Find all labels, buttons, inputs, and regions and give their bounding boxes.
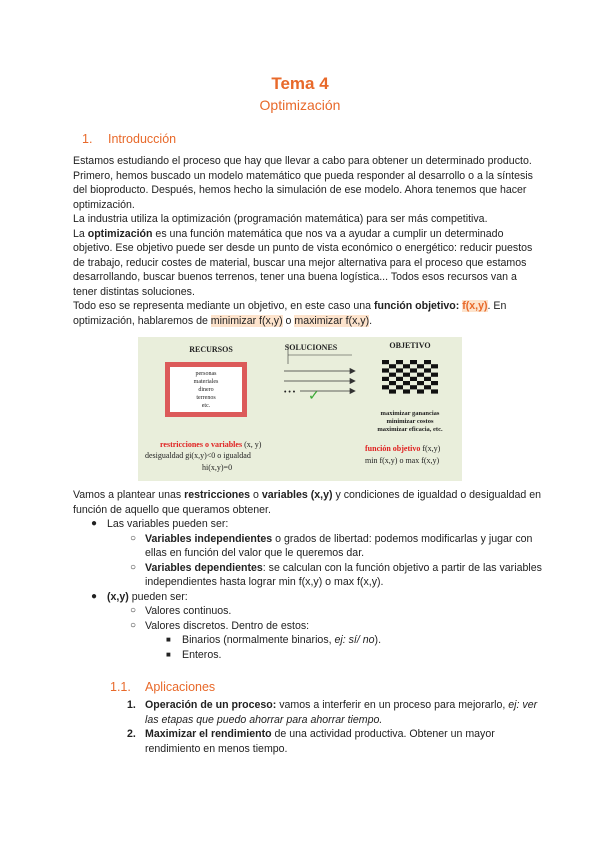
- chessboard-square: [410, 385, 417, 389]
- chessboard-square: [431, 389, 438, 393]
- text-run: La: [73, 227, 88, 240]
- funcion-f: f(x,y): [420, 444, 441, 453]
- chessboard-square: [382, 385, 389, 389]
- text-run: es una función matemática que nos va a ayudar a cumplir un determinado objetivo. Ese objetivo puede ser desde un punto de vista económico o energético: reducir puestos de trabajo, reducir costes de material, buscar una mejor alternativa para el proceso que estamos desarrollando, buscar buenos terrenos, tener una buena logística... Todos esos recursos van a tener distintas soluciones.: [73, 227, 533, 298]
- chessboard-square: [424, 377, 431, 381]
- restrictions-paragraph: [73, 488, 543, 517]
- chessboard-square: [417, 381, 424, 385]
- list-item: [73, 619, 543, 634]
- text-run: o: [282, 314, 295, 327]
- chessboard-square: [396, 377, 403, 381]
- page-title: Tema 4: [271, 74, 329, 93]
- chessboard-square: [410, 368, 417, 372]
- applications-list: [73, 698, 543, 756]
- bullet-icon: ●: [91, 518, 98, 529]
- recurso-item: etc.: [201, 403, 211, 409]
- list-item: [73, 590, 543, 605]
- italic-example: ej: sí/ no: [334, 634, 375, 646]
- circle-bullet-icon: ○: [130, 532, 137, 544]
- bold-term: Variables independientes: [145, 532, 273, 545]
- chessboard-square: [403, 381, 410, 385]
- objetivo-line: maximizar ganancias: [380, 410, 440, 417]
- objective-paragraph: [73, 299, 543, 328]
- soluciones-title: SOLUCIONES: [284, 343, 338, 352]
- chessboard-square: [417, 364, 424, 368]
- section-number: 1.: [82, 132, 93, 146]
- text-run: y condiciones de igualdad o desigualdad en función de aquello que queramos obtener.: [73, 489, 542, 516]
- restricciones-xy: (x, y): [242, 440, 262, 449]
- text-run: Todo eso se representa mediante un objetivo, en este caso una: [73, 300, 374, 312]
- bullet-icon: ●: [91, 590, 98, 602]
- subsection-title: Aplicaciones: [145, 680, 216, 694]
- bold-term: Variables dependientes: [145, 561, 263, 574]
- list-item: [73, 532, 543, 561]
- chessboard-square: [389, 373, 396, 377]
- chessboard-icon: [382, 360, 438, 394]
- check-icon: ✓: [308, 387, 320, 403]
- list-item-text: ).: [374, 634, 382, 646]
- intro-paragraph: Estamos estudiando el proceso que hay que llevar a cabo para obtener un determinado producto. Primero, hemos buscado un modelo matemático que pueda responder al desarrollo o a la síntesis del bioproducto. Después, hemos hecho la simulación de ese modelo. Ahora tenemos que hacer optimización.: [73, 155, 533, 211]
- restricciones-label: restricciones o variables: [160, 440, 243, 449]
- chessboard-square: [410, 377, 417, 381]
- restricciones-line: [160, 440, 262, 449]
- bold-term: (x,y): [107, 590, 129, 603]
- subsection-heading: [110, 680, 215, 694]
- list-number: 1.: [127, 699, 136, 711]
- subsection-number: 1.1.: [110, 680, 131, 694]
- chessboard-square: [431, 373, 438, 377]
- circle-bullet-icon: ○: [130, 605, 137, 616]
- chessboard-square: [431, 381, 438, 385]
- recurso-item: dinero: [198, 387, 214, 393]
- optimization-paragraph: [73, 227, 543, 300]
- square-bullet-icon: ■: [166, 635, 171, 644]
- industry-paragraph: La industria utiliza la optimización (programación matemática) para ser más competitiva.: [73, 213, 488, 225]
- chessboard-square: [396, 385, 403, 389]
- list-item-text: vamos a interferir en un proceso para mejorarlo,: [276, 699, 509, 711]
- recurso-item: personas: [195, 371, 217, 377]
- variables-list: [73, 517, 543, 662]
- bold-term: función objetivo:: [373, 300, 463, 312]
- minmax-line: min f(x,y) o max f(x,y): [365, 456, 440, 465]
- circle-bullet-icon: ○: [130, 561, 137, 573]
- list-item-text: Las variables pueden ser:: [107, 518, 229, 530]
- figure-drawing: [138, 337, 462, 481]
- text-run: Vamos a plantear unas: [73, 489, 185, 501]
- circle-bullet-icon: ○: [130, 619, 137, 631]
- recurso-item: terrenos: [196, 395, 216, 401]
- chessboard-square: [382, 368, 389, 372]
- list-item-text: Binarios (normalmente binarios,: [182, 634, 335, 646]
- objetivo-line: minimizar costos: [386, 418, 434, 425]
- chessboard-square: [403, 364, 410, 368]
- list-item-text: pueden ser:: [128, 590, 188, 603]
- objetivo-line: maximizar eficacia, etc.: [377, 426, 443, 433]
- list-item: [73, 517, 543, 532]
- objective-function: f(x,y): [462, 300, 488, 312]
- recursos-title: RECURSOS: [189, 345, 233, 354]
- list-item: [73, 698, 543, 727]
- chessboard-square: [431, 364, 438, 368]
- chessboard-square: [396, 368, 403, 372]
- chessboard-square: [396, 360, 403, 364]
- chessboard-square: [424, 360, 431, 364]
- solution-dots: • • •: [284, 389, 296, 396]
- chessboard-square: [424, 368, 431, 372]
- text-run: .: [369, 314, 373, 327]
- objetivo-title: OBJETIVO: [389, 341, 431, 350]
- chessboard-square: [389, 381, 396, 385]
- desigualdad-line: desigualdad gi(x,y)<0 o igualdad: [145, 451, 251, 460]
- text-run: o: [250, 489, 262, 501]
- section-title: Introducción: [108, 132, 177, 146]
- funcion-line: [365, 444, 441, 453]
- list-item-text: : se calculan con la función objetivo a partir de las variables independientes hasta lograr min f(x,y) o max f(x,y).: [145, 561, 542, 588]
- list-item-text: Valores discretos. Dentro de estos:: [145, 619, 310, 632]
- bold-term: optimización: [87, 227, 153, 240]
- maximize-term: maximizar f(x,y): [294, 314, 370, 327]
- section-heading: [82, 132, 176, 146]
- chessboard-square: [403, 373, 410, 377]
- optimization-figure: [138, 337, 462, 481]
- list-item-text: Enteros.: [182, 648, 222, 661]
- list-item: [73, 648, 543, 663]
- list-item: [73, 561, 543, 590]
- chessboard-square: [403, 389, 410, 393]
- list-number: 2.: [127, 728, 136, 740]
- bold-term: Operación de un proceso:: [145, 699, 277, 711]
- chessboard-square: [410, 360, 417, 364]
- chessboard-square: [424, 385, 431, 389]
- bold-term: variables (x,y): [261, 489, 333, 501]
- bold-term: Maximizar el rendimiento: [145, 728, 272, 740]
- igualdad-line: hi(x,y)=0: [202, 463, 233, 472]
- list-item-text: Valores continuos.: [145, 605, 232, 617]
- funcion-label: función objetivo: [365, 444, 421, 453]
- chessboard-square: [417, 389, 424, 393]
- bold-term: restricciones: [184, 489, 251, 501]
- list-item: [73, 727, 543, 756]
- recurso-item: materiales: [193, 379, 219, 385]
- chessboard-square: [389, 389, 396, 393]
- minimize-term: minimizar f(x,y): [210, 314, 283, 327]
- chessboard-square: [382, 360, 389, 364]
- list-item: [73, 633, 543, 648]
- list-item-text: o grados de libertad: podemos modificarlas y jugar con ellas en función del valor que le queremos dar.: [145, 532, 533, 559]
- text-run: . En optimización, hablaremos de: [73, 300, 507, 327]
- chessboard-square: [382, 377, 389, 381]
- chessboard-square: [389, 364, 396, 368]
- page-subtitle: Optimización: [259, 97, 341, 113]
- square-bullet-icon: ■: [166, 649, 171, 659]
- list-item-text: de una actividad productiva. Obtener un mayor rendimiento en menos tiempo.: [145, 728, 495, 755]
- chessboard-square: [417, 373, 424, 377]
- list-item: [73, 604, 543, 619]
- italic-example: ej: ver las etapas que puedo ahorrar para ahorrar tiempo.: [145, 699, 538, 726]
